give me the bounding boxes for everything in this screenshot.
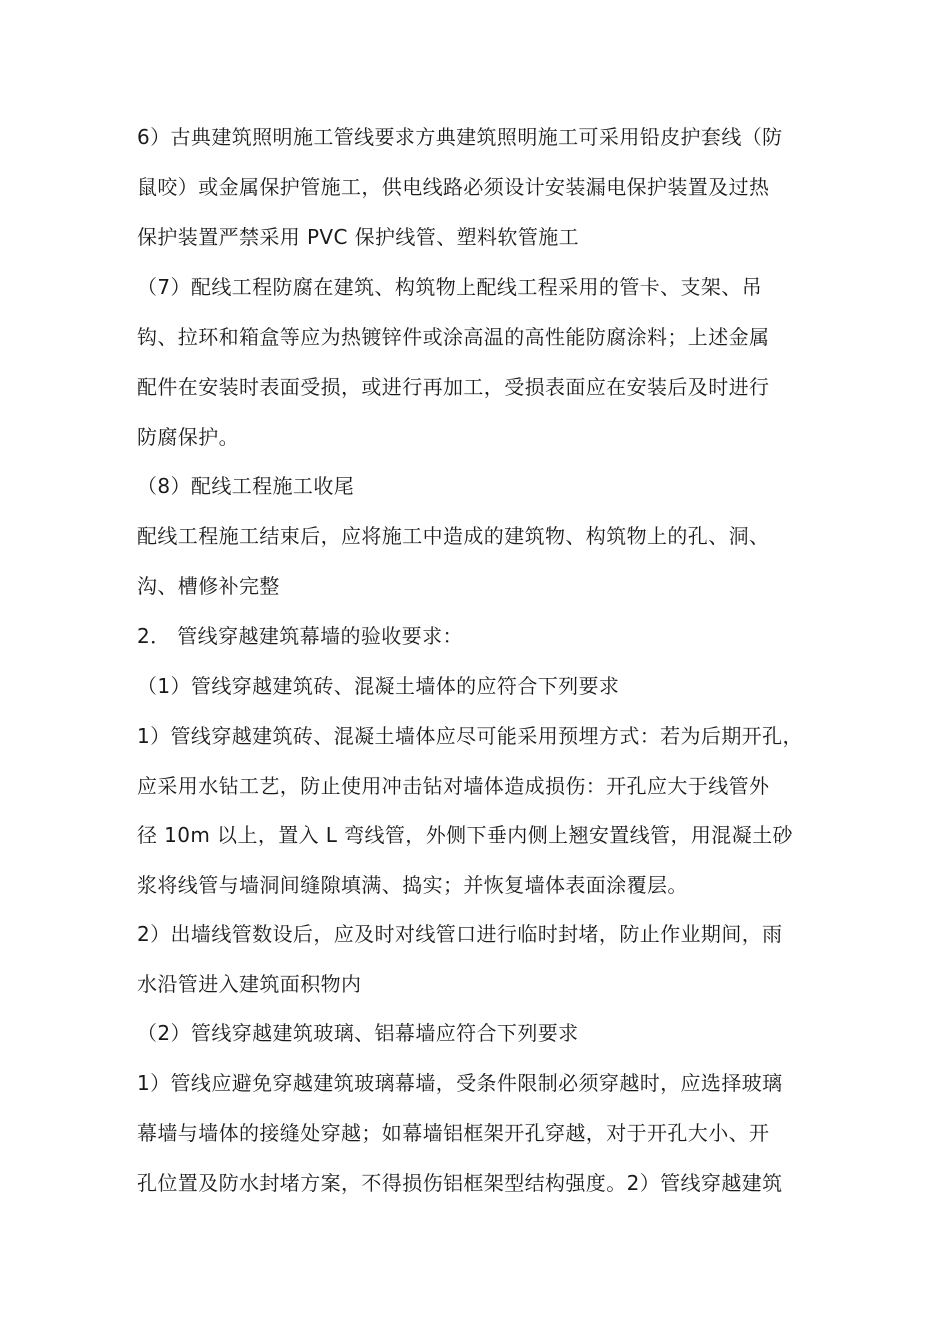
text-line-18: 水沿管进入建筑面积物内 — [137, 972, 362, 996]
text-line-6: 配件在安装时表面受损，或进行再加工，受损表面应在安装后及时进行 — [137, 375, 770, 399]
text-line-3: 保护装置严禁采用 PVC 保护线管、塑料软管施工 — [137, 225, 580, 249]
text-line-17: 2）出墙线管数设后，应及时对线管口进行临时封堵，防止作业期间，雨 — [137, 922, 783, 946]
text-line-2: 鼠咬）或金属保护管施工，供电线路必须设计安装漏电保护装置及过热 — [137, 175, 770, 199]
text-line-14: 应采用水钻工艺，防止使用冲击钻对墙体造成损伤：开孔应大于线管外 — [137, 774, 770, 798]
text-line-13: 1）管线穿越建筑砖、混凝土墙体应尽可能采用预埋方式：若为后期开孔， — [137, 724, 803, 748]
text-line-1: 6）古典建筑照明施工管线要求方典建筑照明施工可采用铅皮护套线（防 — [137, 125, 783, 149]
text-line-10: 沟、槽修补完整 — [137, 574, 280, 598]
text-line-12: （1）管线穿越建筑砖、混凝土墙体的应符合下列要求 — [137, 674, 620, 698]
text-line-11: 2． 管线穿越建筑幕墙的验收要求： — [137, 624, 463, 648]
text-line-8: （8）配线工程施工收尾 — [137, 474, 355, 498]
text-line-9: 配线工程施工结束后，应将施工中造成的建筑物、构筑物上的孔、洞、 — [137, 524, 770, 548]
text-line-22: 孔位置及防水封堵方案，不得损伤铝框架型结构强度。2）管线穿越建筑 — [137, 1171, 783, 1195]
text-line-7: 防腐保护。 — [137, 425, 239, 449]
text-line-20: 1）管线应避免穿越建筑玻璃幕墙，受条件限制必须穿越时，应选择玻璃 — [137, 1071, 783, 1095]
text-line-5: 钩、拉环和箱盒等应为热镀锌件或涂高温的高性能防腐涂料；上述金属 — [137, 325, 770, 349]
text-line-19: （2）管线穿越建筑玻璃、铝幕墙应符合下列要求 — [137, 1021, 579, 1045]
text-line-15: 径 10m 以上，置入 L 弯线管，外侧下垂内侧上翘安置线管，用混凝土砂 — [137, 823, 793, 847]
text-line-21: 幕墙与墙体的接缝处穿越；如幕墙铝框架开孔穿越，对于开孔大小、开 — [137, 1121, 770, 1145]
text-line-4: （7）配线工程防腐在建筑、构筑物上配线工程采用的管卡、支架、吊 — [137, 275, 763, 299]
text-line-16: 浆将线管与墙洞间缝隙填满、捣实；并恢复墙体表面涂覆层。 — [137, 873, 688, 897]
